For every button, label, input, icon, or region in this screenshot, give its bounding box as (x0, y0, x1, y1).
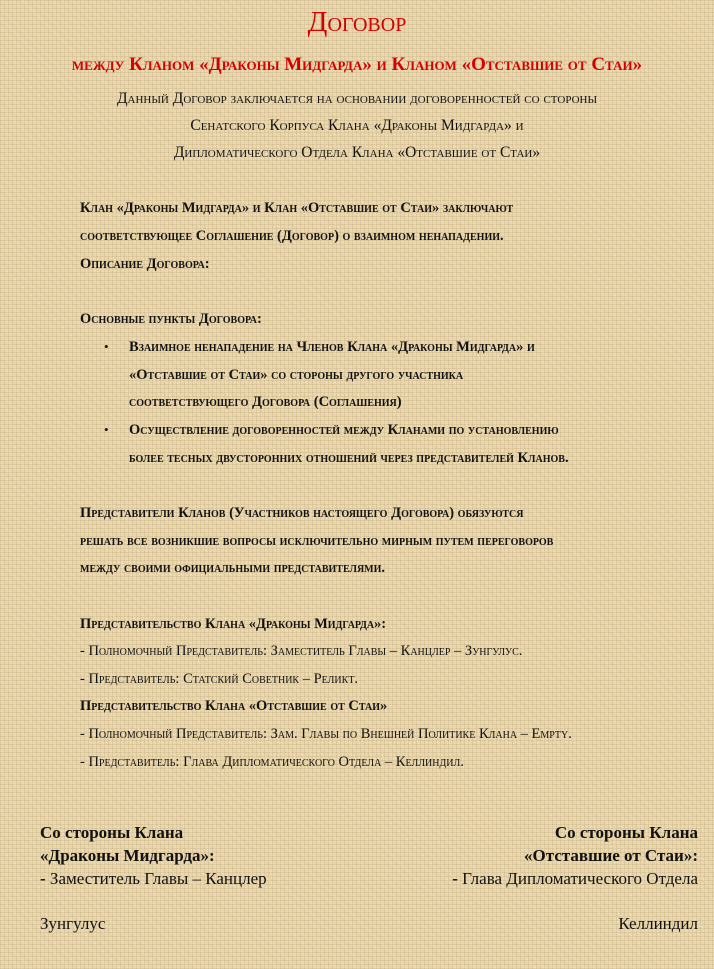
agreement-line-2: соответствующее Соглашение (Договор) о взаимном ненападении. (80, 228, 504, 244)
bullet-icon: • (104, 339, 109, 354)
sig-right-line-1: Со стороны Клана (554, 823, 698, 842)
dragons-rep-line-1: - Полномочный Представитель: Заместитель Главы – Канцлер – Зунгулус. (80, 643, 523, 659)
document-title: Договор (307, 6, 407, 38)
agreement-line-1: Клан «Драконы Мидгарда» и Клан «Отставшие от Стаи» заключают (80, 200, 514, 216)
intro-line-2: Сенатского Корпуса Клана «Драконы Мидгарда» и (190, 117, 524, 134)
dragons-rep-line-2: - Представитель: Статский Советник – Реликт. (80, 671, 359, 687)
sig-left-dash: - (40, 869, 46, 888)
sig-right-line-2: «Отставшие от Стаи»: (524, 846, 698, 865)
document-subtitle: между Кланом «Драконы Мидгарда» и Кланом «Отставшие от Стаи» (71, 54, 643, 75)
agreement-description-label: Описание Договора: (80, 256, 210, 272)
sig-left-line-1: Со стороны Клана (40, 823, 184, 842)
obligation-line-2: решать все возникшие вопросы исключительно мирным путем переговоров (80, 533, 554, 549)
obligation-line-1: Представители Кланов (Участников настоящего Договора) обязуются (80, 505, 524, 521)
pack-rep-line-2: - Представитель: Глава Дипломатического Отдела – Келлиндил. (80, 754, 464, 770)
point-1-line-2: «Отставшие от Стаи» со стороны другого участника (129, 367, 464, 383)
sig-right-dash: - (452, 869, 458, 888)
obligation-line-3: между своими официальными представителями. (80, 560, 386, 576)
points-heading: Основные пункты Договора: (80, 311, 262, 327)
point-2-line-1: Осуществление договоренностей между Кланами по установлению (129, 422, 559, 438)
sig-right-name: Келлиндил (618, 914, 698, 933)
point-2-line-2: более тесных двусторонних отношений через представителей Кланов. (129, 450, 569, 466)
sig-left-line-2: «Драконы Мидгарда»: (40, 846, 215, 865)
point-1-line-3: соответствующего Договора (Соглашения) (129, 394, 402, 410)
point-1-line-1: Взаимное ненападение на Членов Клана «Драконы Мидгарда» и (129, 339, 535, 355)
sig-right-role (452, 868, 698, 890)
pack-rep-line-1: - Полномочный Представитель: Зам. Главы по Внешней Политике Клана – Empty. (80, 726, 572, 742)
sig-left-role-text: Заместитель Главы – Канцлер (45, 869, 267, 888)
dragons-representation-heading: Представительство Клана «Драконы Мидгарда»: (80, 616, 387, 632)
sig-left-name: Зунгулус (40, 914, 106, 933)
bullet-icon: • (104, 422, 109, 437)
intro-line-1: Данный Договор заключается на основании договоренностей со стороны (116, 90, 598, 107)
pack-representation-heading: Представительство Клана «Отставшие от Стаи» (80, 698, 388, 714)
sig-right-role-text: Глава Дипломатического Отдела (457, 869, 698, 888)
intro-line-3: Дипломатического Отдела Клана «Отставшие от Стаи» (173, 144, 541, 161)
sig-left-role (40, 868, 267, 890)
